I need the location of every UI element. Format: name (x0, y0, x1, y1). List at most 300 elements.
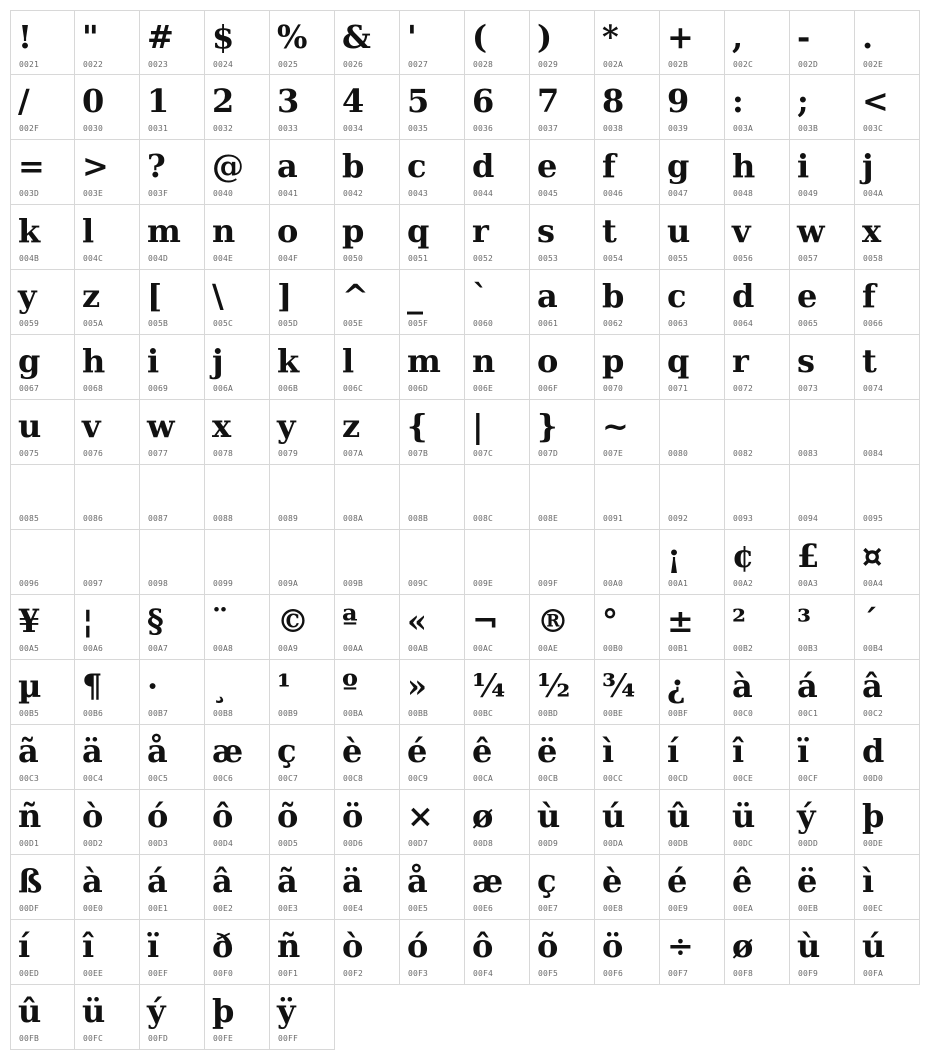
glyph-character: i (147, 342, 160, 380)
glyph-character: % (277, 18, 308, 56)
glyph-codepoint-label: 0096 (19, 579, 40, 588)
glyph-character: · (147, 667, 159, 705)
glyph-cell (790, 10, 855, 75)
glyph-cell (725, 790, 790, 855)
glyph-character: p (602, 342, 625, 380)
glyph-codepoint-label: 004A (863, 189, 884, 198)
glyph-codepoint-label: 0027 (408, 60, 429, 69)
glyph-cell (400, 790, 465, 855)
glyph-codepoint-label: 0092 (668, 514, 689, 523)
glyph-codepoint-label: 00E2 (213, 904, 234, 913)
glyph-character: à (82, 862, 103, 900)
glyph-cell (595, 660, 660, 725)
glyph-codepoint-label: 0089 (278, 514, 299, 523)
glyph-cell (205, 140, 270, 205)
glyph-codepoint-label: 0095 (863, 514, 884, 523)
glyph-cell (270, 335, 335, 400)
glyph-codepoint-label: 00FD (148, 1034, 169, 1043)
glyph-character: ~ (602, 407, 629, 445)
glyph-codepoint-label: 00C6 (213, 774, 234, 783)
glyph-codepoint-label: 0040 (213, 189, 234, 198)
glyph-character: û (18, 992, 42, 1030)
glyph-cell (205, 400, 270, 465)
glyph-character: ä (82, 732, 103, 770)
glyph-codepoint-label: 00A1 (668, 579, 689, 588)
glyph-character: d (862, 732, 885, 770)
glyph-cell (10, 985, 75, 1050)
glyph-codepoint-label: 003E (83, 189, 104, 198)
glyph-codepoint-label: 00C3 (19, 774, 40, 783)
glyph-character: a (537, 277, 558, 315)
glyph-codepoint-label: 0079 (278, 449, 299, 458)
glyph-character: s (797, 342, 816, 380)
glyph-codepoint-label: 00F7 (668, 969, 689, 978)
glyph-character: } (537, 407, 558, 445)
glyph-character: c (667, 277, 687, 315)
glyph-codepoint-label: 00E5 (408, 904, 429, 913)
glyph-character: ? (147, 147, 166, 185)
glyph-cell (10, 10, 75, 75)
glyph-cell (205, 205, 270, 270)
glyph-cell (10, 595, 75, 660)
glyph-codepoint-label: 008B (408, 514, 429, 523)
glyph-cell (790, 530, 855, 595)
glyph-codepoint-label: 00FF (278, 1034, 299, 1043)
glyph-codepoint-label: 00C8 (343, 774, 364, 783)
glyph-character: w (147, 407, 175, 445)
glyph-character: è (602, 862, 623, 900)
glyph-codepoint-label: 0035 (408, 124, 429, 133)
glyph-character: f (862, 277, 876, 315)
glyph-codepoint-label: 0077 (148, 449, 169, 458)
glyph-character: ü (732, 797, 756, 835)
glyph-character: î (732, 732, 745, 770)
glyph-codepoint-label: 003F (148, 189, 169, 198)
glyph-character: p (342, 212, 365, 250)
glyph-cell (205, 465, 270, 530)
glyph-cell (725, 335, 790, 400)
glyph-codepoint-label: 00F2 (343, 969, 364, 978)
glyph-character: á (797, 667, 818, 705)
glyph-cell (725, 10, 790, 75)
glyph-cell (725, 270, 790, 335)
glyph-codepoint-label: 00C4 (83, 774, 104, 783)
glyph-cell (270, 10, 335, 75)
glyph-codepoint-label: 00ED (19, 969, 40, 978)
glyph-character: ã (277, 862, 298, 900)
glyph-cell (270, 465, 335, 530)
glyph-codepoint-label: 00A5 (19, 644, 40, 653)
glyph-character: ¹ (277, 667, 292, 705)
glyph-codepoint-label: 007B (408, 449, 429, 458)
glyph-character: ë (537, 732, 558, 770)
glyph-cell (725, 725, 790, 790)
glyph-cell (790, 400, 855, 465)
glyph-cell (400, 205, 465, 270)
glyph-character: v (82, 407, 101, 445)
glyph-character: ¥ (18, 602, 41, 640)
glyph-character: ã (18, 732, 39, 770)
glyph-codepoint-label: 00E1 (148, 904, 169, 913)
glyph-character: i (797, 147, 810, 185)
glyph-character: n (212, 212, 236, 250)
glyph-cell (855, 530, 920, 595)
glyph-cell (335, 205, 400, 270)
glyph-cell (595, 920, 660, 985)
glyph-character: q (667, 342, 690, 380)
glyph-codepoint-label: 00D0 (863, 774, 884, 783)
glyph-codepoint-label: 00B1 (668, 644, 689, 653)
glyph-cell (465, 270, 530, 335)
glyph-character: ä (342, 862, 363, 900)
glyph-cell (790, 75, 855, 140)
glyph-character: ú (602, 797, 626, 835)
glyph-cell (530, 140, 595, 205)
glyph-character: 0 (82, 82, 105, 120)
glyph-cell (465, 790, 530, 855)
glyph-codepoint-label: 002D (798, 60, 819, 69)
glyph-cell (10, 920, 75, 985)
glyph-codepoint-label: 00D9 (538, 839, 559, 848)
glyph-cell (10, 660, 75, 725)
glyph-cell (205, 530, 270, 595)
glyph-character: ' (407, 18, 417, 56)
glyph-cell (205, 790, 270, 855)
glyph-codepoint-label: 002B (668, 60, 689, 69)
glyph-character: t (602, 212, 617, 250)
glyph-codepoint-label: 0028 (473, 60, 494, 69)
glyph-codepoint-label: 0030 (83, 124, 104, 133)
glyph-cell (660, 270, 725, 335)
glyph-cell (530, 790, 595, 855)
glyph-codepoint-label: 0078 (213, 449, 234, 458)
glyph-cell (790, 855, 855, 920)
glyph-character: í (667, 732, 680, 770)
glyph-character: k (277, 342, 300, 380)
glyph-cell (400, 140, 465, 205)
glyph-character: " (82, 18, 99, 56)
glyph-cell (725, 855, 790, 920)
glyph-character: d (732, 277, 755, 315)
glyph-character: ¢ (732, 537, 755, 575)
glyph-cell (725, 400, 790, 465)
glyph-codepoint-label: 007D (538, 449, 559, 458)
glyph-cell (660, 790, 725, 855)
glyph-cell (660, 75, 725, 140)
glyph-character: ¡ (667, 537, 682, 575)
glyph-codepoint-label: 006E (473, 384, 494, 393)
glyph-codepoint-label: 0076 (83, 449, 104, 458)
glyph-cell (595, 725, 660, 790)
glyph-codepoint-label: 0091 (603, 514, 624, 523)
glyph-cell (140, 855, 205, 920)
glyph-cell (335, 660, 400, 725)
glyph-codepoint-label: 003A (733, 124, 754, 133)
glyph-character: å (147, 732, 168, 770)
glyph-codepoint-label: 0068 (83, 384, 104, 393)
glyph-codepoint-label: 0094 (798, 514, 819, 523)
glyph-character: ° (602, 602, 618, 640)
glyph-character: ; (797, 82, 809, 120)
glyph-cell (400, 855, 465, 920)
glyph-character: ô (472, 927, 494, 965)
glyph-character: k (18, 212, 41, 250)
glyph-character: © (277, 602, 309, 640)
glyph-character: í (18, 927, 31, 965)
glyph-character: 4 (342, 82, 365, 120)
glyph-codepoint-label: 005C (213, 319, 234, 328)
glyph-character: ö (342, 797, 364, 835)
glyph-codepoint-label: 0087 (148, 514, 169, 523)
glyph-cell (855, 205, 920, 270)
glyph-cell (595, 595, 660, 660)
glyph-cell (75, 920, 140, 985)
glyph-codepoint-label: 0043 (408, 189, 429, 198)
glyph-codepoint-label: 0082 (733, 449, 754, 458)
glyph-codepoint-label: 0057 (798, 254, 819, 263)
glyph-cell (465, 530, 530, 595)
glyph-character: » (407, 667, 427, 705)
glyph-codepoint-label: 0032 (213, 124, 234, 133)
glyph-codepoint-label: 0038 (603, 124, 624, 133)
glyph-cell (725, 75, 790, 140)
glyph-character: ¬ (472, 602, 499, 640)
glyph-codepoint-label: 00BD (538, 709, 559, 718)
glyph-character: ð (212, 927, 234, 965)
glyph-codepoint-label: 0072 (733, 384, 754, 393)
glyph-character: : (732, 82, 744, 120)
glyph-codepoint-label: 0050 (343, 254, 364, 263)
glyph-character: è (342, 732, 363, 770)
glyph-codepoint-label: 00F5 (538, 969, 559, 978)
glyph-character: a (277, 147, 298, 185)
glyph-codepoint-label: 00F1 (278, 969, 299, 978)
glyph-cell (855, 335, 920, 400)
glyph-codepoint-label: 0051 (408, 254, 429, 263)
glyph-codepoint-label: 0039 (668, 124, 689, 133)
glyph-character: m (147, 212, 181, 250)
glyph-character: \ (212, 277, 224, 315)
glyph-character: ® (537, 602, 569, 640)
glyph-codepoint-label: 00A3 (798, 579, 819, 588)
glyph-cell (10, 205, 75, 270)
glyph-cell (335, 595, 400, 660)
glyph-character: ç (537, 862, 557, 900)
glyph-cell (790, 465, 855, 530)
glyph-codepoint-label: 00F0 (213, 969, 234, 978)
glyph-codepoint-label: 007E (603, 449, 624, 458)
glyph-cell (140, 400, 205, 465)
glyph-codepoint-label: 00BE (603, 709, 624, 718)
glyph-cell (205, 725, 270, 790)
glyph-codepoint-label: 0075 (19, 449, 40, 458)
glyph-cell (140, 595, 205, 660)
glyph-character: ¶ (82, 667, 103, 705)
glyph-character: & (342, 18, 371, 56)
glyph-cell (75, 400, 140, 465)
glyph-cell (595, 75, 660, 140)
glyph-codepoint-label: 00B8 (213, 709, 234, 718)
glyph-codepoint-label: 00E4 (343, 904, 364, 913)
glyph-codepoint-label: 00C5 (148, 774, 169, 783)
glyph-character: ² (732, 602, 747, 640)
glyph-cell (140, 660, 205, 725)
glyph-cell (725, 205, 790, 270)
glyph-codepoint-label: 002F (19, 124, 40, 133)
glyph-character: ù (537, 797, 561, 835)
glyph-codepoint-label: 00AE (538, 644, 559, 653)
glyph-character: y (18, 277, 37, 315)
glyph-cell (595, 530, 660, 595)
glyph-cell (10, 725, 75, 790)
glyph-cell (335, 920, 400, 985)
glyph-character: 6 (472, 82, 495, 120)
glyph-codepoint-label: 0059 (19, 319, 40, 328)
glyph-character: j (862, 147, 874, 185)
glyph-codepoint-label: 0061 (538, 319, 559, 328)
glyph-codepoint-label: 0053 (538, 254, 559, 263)
glyph-character: þ (862, 797, 885, 835)
glyph-codepoint-label: 002E (863, 60, 884, 69)
glyph-codepoint-label: 00E6 (473, 904, 494, 913)
glyph-codepoint-label: 00B5 (19, 709, 40, 718)
glyph-cell (855, 790, 920, 855)
glyph-codepoint-label: 0047 (668, 189, 689, 198)
glyph-codepoint-label: 00A2 (733, 579, 754, 588)
glyph-cell (855, 10, 920, 75)
glyph-cell (205, 10, 270, 75)
glyph-cell (595, 790, 660, 855)
glyph-character: = (18, 147, 45, 185)
glyph-codepoint-label: 00BA (343, 709, 364, 718)
glyph-cell (75, 725, 140, 790)
glyph-cell (530, 270, 595, 335)
glyph-codepoint-label: 00FC (83, 1034, 104, 1043)
glyph-cell (530, 530, 595, 595)
glyph-character: @ (212, 147, 244, 185)
glyph-cell (270, 660, 335, 725)
glyph-codepoint-label: 0084 (863, 449, 884, 458)
glyph-character: ó (147, 797, 169, 835)
glyph-cell (660, 10, 725, 75)
glyph-cell (855, 920, 920, 985)
glyph-codepoint-label: 0045 (538, 189, 559, 198)
glyph-character: 7 (537, 82, 560, 120)
glyph-cell (140, 335, 205, 400)
glyph-codepoint-label: 0048 (733, 189, 754, 198)
glyph-cell (270, 270, 335, 335)
glyph-character: 9 (667, 82, 690, 120)
glyph-cell (270, 140, 335, 205)
glyph-character: e (797, 277, 818, 315)
glyph-codepoint-label: 00AC (473, 644, 494, 653)
glyph-codepoint-label: 00FA (863, 969, 884, 978)
glyph-character: ) (537, 18, 553, 56)
glyph-character: . (862, 18, 874, 56)
glyph-cell (75, 530, 140, 595)
glyph-codepoint-label: 009C (408, 579, 429, 588)
glyph-cell (465, 595, 530, 660)
glyph-cell (855, 400, 920, 465)
glyph-character: ] (277, 277, 293, 315)
glyph-character: r (472, 212, 489, 250)
glyph-character: £ (797, 537, 820, 575)
glyph-codepoint-label: 00B4 (863, 644, 884, 653)
glyph-cell (660, 335, 725, 400)
glyph-codepoint-label: 0066 (863, 319, 884, 328)
glyph-codepoint-label: 006A (213, 384, 234, 393)
glyph-cell (725, 595, 790, 660)
glyph-cell (660, 205, 725, 270)
glyph-cell (335, 335, 400, 400)
glyph-codepoint-label: 004D (148, 254, 169, 263)
glyph-cell (660, 660, 725, 725)
glyph-character: « (407, 602, 427, 640)
glyph-cell (595, 400, 660, 465)
glyph-cell (400, 920, 465, 985)
glyph-character: ÷ (667, 927, 694, 965)
glyph-codepoint-label: 00FB (19, 1034, 40, 1043)
glyph-codepoint-label: 003B (798, 124, 819, 133)
glyph-character: l (342, 342, 355, 380)
glyph-codepoint-label: 00A7 (148, 644, 169, 653)
glyph-codepoint-label: 0080 (668, 449, 689, 458)
glyph-codepoint-label: 0064 (733, 319, 754, 328)
glyph-character: h (82, 342, 106, 380)
glyph-character: b (602, 277, 625, 315)
glyph-codepoint-label: 00EC (863, 904, 884, 913)
glyph-cell (10, 465, 75, 530)
glyph-codepoint-label: 00DE (863, 839, 884, 848)
glyph-codepoint-label: 002C (733, 60, 754, 69)
glyph-cell (75, 335, 140, 400)
glyph-character: x (212, 407, 232, 445)
glyph-codepoint-label: 003C (863, 124, 884, 133)
glyph-cell (855, 465, 920, 530)
glyph-character: ¤ (862, 537, 883, 575)
glyph-codepoint-label: 006B (278, 384, 299, 393)
glyph-character: e (537, 147, 558, 185)
glyph-codepoint-label: 00A8 (213, 644, 234, 653)
glyph-cell (790, 660, 855, 725)
glyph-codepoint-label: 00A0 (603, 579, 624, 588)
glyph-cell (595, 10, 660, 75)
glyph-character: z (82, 277, 101, 315)
glyph-cell (660, 920, 725, 985)
glyph-cell (465, 465, 530, 530)
glyph-character: o (277, 212, 299, 250)
glyph-codepoint-label: 00DD (798, 839, 819, 848)
glyph-cell (855, 660, 920, 725)
glyph-cell (335, 530, 400, 595)
glyph-cell (855, 270, 920, 335)
glyph-cell (790, 335, 855, 400)
glyph-character: ò (342, 927, 364, 965)
glyph-cell (660, 530, 725, 595)
glyph-cell (270, 790, 335, 855)
glyph-codepoint-label: 004F (278, 254, 299, 263)
glyph-cell (205, 75, 270, 140)
glyph-character: 8 (602, 82, 625, 120)
glyph-codepoint-label: 0086 (83, 514, 104, 523)
glyph-codepoint-label: 004C (83, 254, 104, 263)
glyph-character: z (342, 407, 361, 445)
glyph-codepoint-label: 0024 (213, 60, 234, 69)
glyph-codepoint-label: 0062 (603, 319, 624, 328)
glyph-character: î (82, 927, 95, 965)
glyph-cell (465, 400, 530, 465)
glyph-cell (465, 205, 530, 270)
